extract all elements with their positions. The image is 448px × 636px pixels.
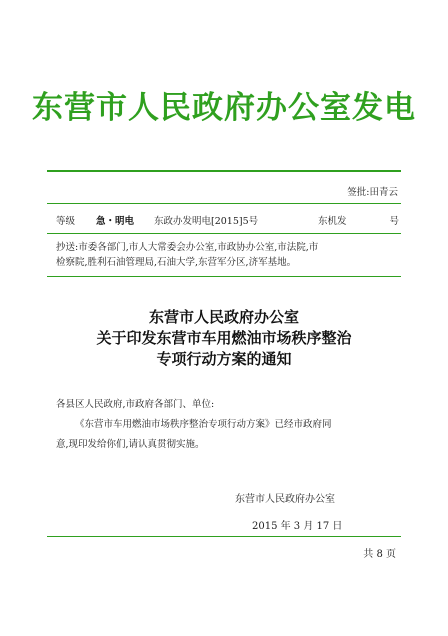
title-line: 关于印发东营市车用燃油市场秩序整治 [96,329,352,347]
header-divider-top [47,203,401,204]
grade-label: 等级 [56,216,76,227]
body-paragraph-line: 意,现印发给你们,请认真贯彻实施。 [56,439,205,450]
cc-line: 抄送:市委各部门,市人大常委会办公室,市政协办公室,市法院,市 [56,242,319,253]
salutation: 各县区人民政府,市政府各部门、单位: [56,399,215,410]
issue-number-suffix: 号 [389,216,399,227]
header-divider-middle [47,233,401,234]
document-number: 东政办发明电[2015]5号 [154,216,259,227]
cc-line: 检察院,胜利石油管理局,石油大学,东营军分区,济军基地。 [56,257,297,268]
grade-value: 急・明电 [96,216,135,227]
title-line: 专项行动方案的通知 [156,350,292,368]
document-body [56,395,401,455]
footer-divider [47,536,401,537]
masthead-divider [47,170,401,172]
issuer-code: 东机发 [318,216,347,227]
signing-organization: 东营市人民政府办公室 [235,494,335,505]
document-meta-row [56,213,401,227]
page-count: 共 8 页 [363,549,396,560]
masthead-title: 东营市人民政府办公室发电 [32,90,416,126]
signer-label: 签批:田青云 [347,187,398,198]
body-paragraph-line: 《东营市车用燃油市场秩序整治专项行动方案》已经市政府同 [75,419,332,430]
title-line: 东营市人民政府办公室 [148,308,299,326]
signing-date: 2015 年 3 月 17 日 [252,521,343,532]
header-divider-bottom [47,276,401,277]
cc-recipients [56,240,401,270]
document-title [0,307,448,370]
